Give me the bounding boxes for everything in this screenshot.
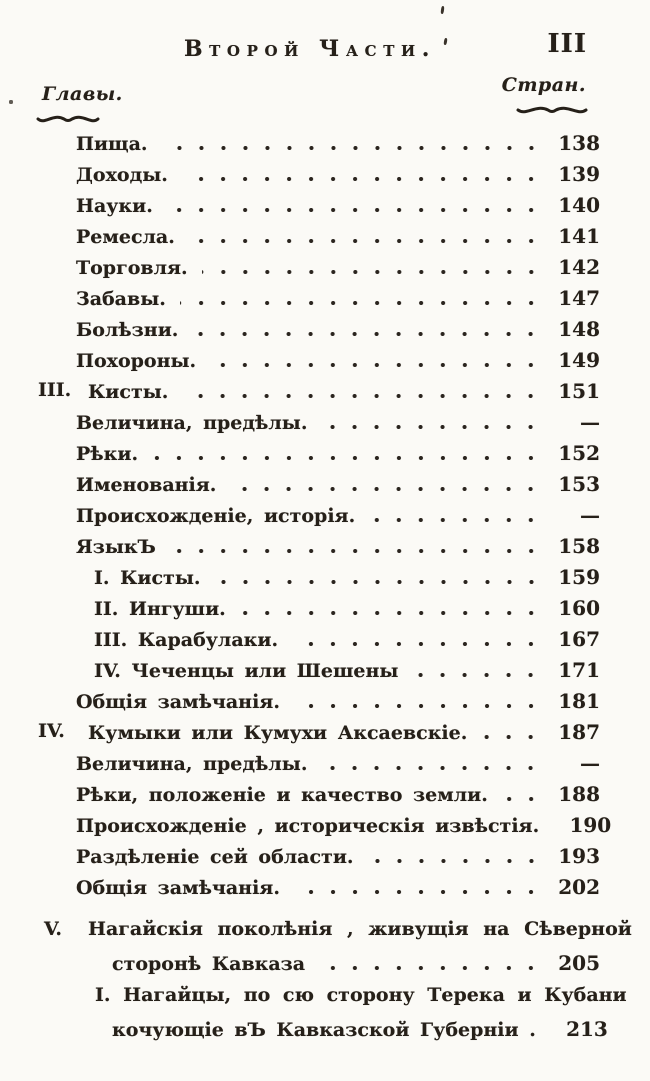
column-header-chapters: Главы. [42,83,123,105]
toc-row [0,984,650,1050]
toc-row [0,131,650,162]
dot-leader [321,766,542,770]
page-number: 153 [558,472,600,496]
page-number: 159 [558,565,600,589]
page-number: 149 [558,348,600,372]
toc-entry-label: Происхожденіе, исторія. [76,505,356,527]
toc-entry-label: Нагайскія поколѣнія , живущія на Сѣверной [88,918,632,940]
page-number: 148 [558,317,600,341]
toc-row [0,751,650,782]
toc-row [0,503,650,534]
toc-entry-label: ЯзыкЪ [76,536,156,558]
toc-entry-label: Болѣзни. [76,319,179,341]
page-number: 158 [558,534,600,558]
toc-row [0,875,650,906]
page-number: 202 [558,875,600,899]
section-title: Второй Части. [183,36,437,62]
toc-entry-label: Общія замѣчанія. [76,877,280,899]
toc-entry-label: Рѣки, положеніе и качество земли. [76,784,488,806]
toc-entry-label: III. Карабулаки. [94,629,279,651]
toc-entry-label: Пища. [76,133,148,155]
flourish-ornament-left [36,110,100,128]
toc-row [0,813,650,844]
page-number: 205 [558,951,600,975]
toc-row [0,317,650,348]
page-number: 151 [558,379,600,403]
flourish-ornament-right [516,101,588,119]
dot-leader [368,859,542,863]
page-number: 139 [558,162,600,186]
toc-entry-label: II. Ингуши. [94,598,226,620]
toc-entry-label: Доходы. [76,164,168,186]
chapter-numeral: III. [38,379,72,401]
dot-leader [189,239,542,243]
toc-row [0,255,650,286]
toc-row [0,918,650,984]
dot-leader [321,425,542,429]
page-number: 181 [558,689,600,713]
toc-entry-label: Забавы. [76,288,166,310]
toc-row [0,162,650,193]
toc-row [0,441,650,472]
dot-leader [210,363,542,367]
toc-entry-label: Общія замѣчанія. [76,691,280,713]
page-number: 187 [558,720,600,744]
toc-row [0,782,650,813]
dot-leader [292,642,542,646]
toc-row [0,348,650,379]
dot-leader [294,704,542,708]
toc-entry-label: Рѣки. [76,443,139,465]
toc-row [0,689,650,720]
folio-roman-numeral: III [547,29,587,59]
page-number: 138 [558,131,600,155]
dot-leader [230,487,542,491]
toc-entry-label: I. Нагайцы, по сю сторону Терека и Кубани [95,984,627,1006]
toc-row [0,379,650,410]
toc-entry-label: Раздѣленіе сей области. [76,846,354,868]
toc-entry-label: Величина, предѣлы. [76,412,308,434]
table-of-contents [0,131,650,1050]
page-number: 152 [558,441,600,465]
dot-leader [152,456,542,460]
dot-leader [170,549,542,553]
chapter-numeral: V. [44,918,63,940]
dot-leader [215,580,543,584]
dot-leader [192,332,542,336]
ink-speck [440,6,444,14]
toc-row [0,224,650,255]
toc-entry-label: Науки. [76,195,153,217]
dot-leader [162,146,542,150]
page-number: 160 [558,596,600,620]
toc-entry-label: Величина, предѣлы. [76,753,308,775]
toc-row [0,565,650,596]
toc-row [0,410,650,441]
dot-leader [182,394,542,398]
toc-entry-label: Похороны. [76,350,197,372]
toc-entry-label-continuation: кочующіе вЪ Кавказской Губерніи . [112,1019,536,1041]
page-number: 147 [558,286,600,310]
dot-leader [319,966,542,970]
page-number: 141 [558,224,600,248]
page-number: 188 [558,782,600,806]
page-number: 171 [558,658,600,682]
toc-entry-label-continuation: сторонѣ Кавказа [112,953,306,975]
dot-leader [369,518,542,522]
toc-entry-label: Кисты. [88,381,169,403]
dot-leader [240,611,542,615]
dot-leader [167,208,542,212]
toc-row [0,596,650,627]
toc-entry-label: Ремесла. [76,226,175,248]
toc-row [0,720,650,751]
dot-leader [182,177,542,181]
toc-entry-label: Именованія. [76,474,217,496]
page-number: — [580,503,600,527]
toc-entry-label: Торговля. [76,257,188,279]
page-number: 193 [558,844,600,868]
toc-row [0,534,650,565]
page-number: — [580,410,600,434]
toc-row [0,193,650,224]
toc-row [0,627,650,658]
dot-leader [180,301,542,305]
page-number: 142 [558,255,600,279]
dot-leader [294,890,542,894]
toc-entry-label: Происхожденіе , историческія извѣстія. [76,815,540,837]
chapter-numeral: IV. [38,720,65,742]
dot-leader [202,270,542,274]
toc-row [0,286,650,317]
toc-entry-label: I. Кисты. [94,567,201,589]
toc-row [0,472,650,503]
page-number: 167 [558,627,600,651]
ink-speck [9,100,13,104]
dot-leader [412,673,542,677]
toc-entry-label: IV. Чеченцы или Шешены [94,660,399,682]
toc-row [0,658,650,689]
page-number: 213 [566,1017,608,1041]
page-number: 140 [558,193,600,217]
toc-row [0,844,650,875]
page-number: 190 [569,813,612,837]
dot-leader [481,735,542,739]
dot-leader [502,797,542,801]
page-number: — [580,751,600,775]
column-header-pages: Стран. [501,74,586,96]
toc-entry-label: Кумыки или Кумухи Аксаевскіе. [88,722,468,744]
